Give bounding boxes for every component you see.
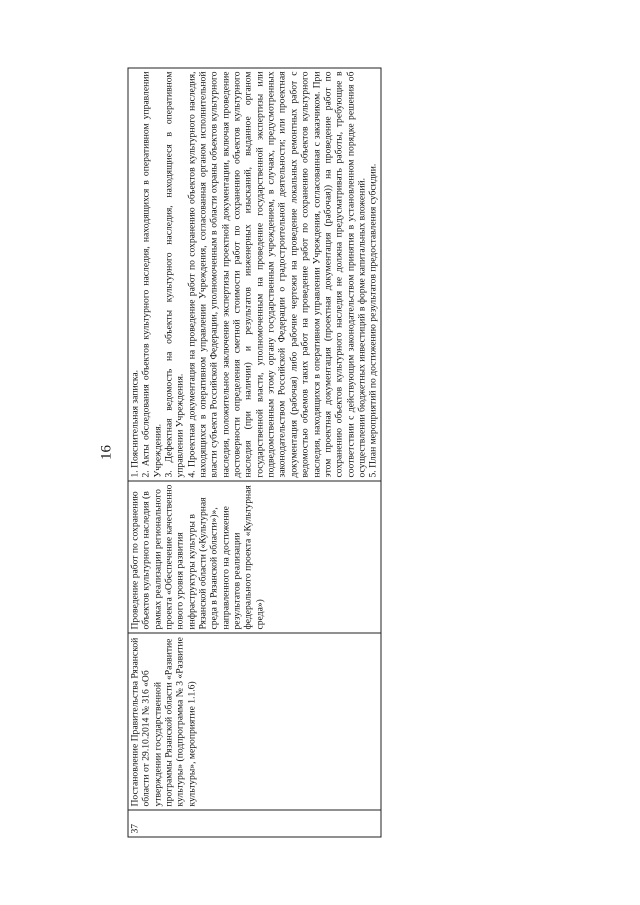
- required-documents-cell: [128, 68, 381, 481]
- requirement-item: 1. Пояснительная записка.: [129, 369, 141, 478]
- requirement-item: 3. Дефектная ведомость на объекты культурного наследия, находящиеся в оперативном управлении Учреждения.: [163, 71, 186, 478]
- event-description-cell: Проведение работ по сохранению объектов культурного наследия (в рамках реализации регионального проекта «Обеспечение качественно нового уровня развития инфраструктуры культуры в Рязанской области («Культурная среда в Рязанской области»)», направленного на достижение результатов реализации федерального проекта «Культурная среда»): [128, 481, 381, 633]
- legal-document-cell: Постановление Правительства Рязанской области от 29.10.2014 № 316 «Об утверждении государственной программы Рязанской области «Развитие культуры» (подпрограмма № 3 «Развитие культуры», мероприятие 1.1.6): [128, 633, 381, 810]
- page-number: 16: [98, 445, 115, 460]
- requirements-table: [128, 68, 382, 838]
- requirement-item: 2. Акты обследования объектов культурного наследия, находящихся в оперативном управлении Учреждения.: [140, 71, 164, 478]
- row-number-cell: 37: [128, 810, 381, 837]
- table-row: [128, 68, 381, 837]
- requirement-item: 4. Проектная документация на проведение работ по сохранению объектов культурного наследия, находящихся в оперативном управлении Учреждения, согласованная органом исполнительной власти субъекта Российской Федерации, уполномоченным в области охраны объектов культурного наследия, положительное заключение экспертизы проектной документации, включая проведение достоверности определения сметной стоимости работ по сохранению объектов культурного наследия (при наличии) и результатов инженерных изысканий, выданное органом государственной власти, уполномоченным на проведение государственной экспертизы или подведомственным этому органу государственным учреждением, в случаях, предусмотренных законодательством Российской Федерации о градостроительной деятельности; или проектная документация (рабочая) либо рабочие чертежи на проведение локальных ремонтных работ с ведомостью объемов таких работ на проведение работ по сохранению объектов культурного наследия, находящихся в оперативном управлении Учреждения, согласованная с заказчиком. При этом проектная документация (проектная документация (рабочая)) на проведение работ по сохранению объектов культурного наследия не должна предусматривать работы, требующие в соответствии с действующим законодательством принятия в установленном порядке решения об осуществлении бюджетных инвестиций в форме капитальных вложений.: [186, 71, 368, 478]
- requirement-item: 5. План мероприятий по достижению результатов предоставления субсидии.: [367, 163, 379, 478]
- document-page: [98, 68, 543, 838]
